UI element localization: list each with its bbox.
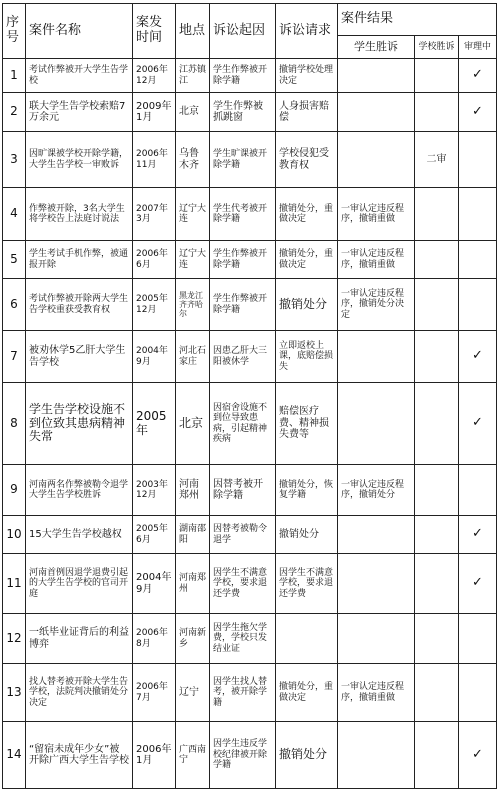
row-time: 2006年12月 [133, 59, 176, 93]
table-row [3, 722, 497, 789]
row-in-trial [459, 279, 497, 331]
row-case-name: 一纸毕业证背后的利益博弈 [26, 614, 133, 664]
row-school-win [415, 59, 459, 93]
row-time: 2009年1月 [133, 93, 176, 132]
table-row [3, 59, 497, 93]
table-row [3, 383, 497, 465]
row-place: 江苏镇江 [176, 59, 210, 93]
row-school-win [415, 383, 459, 465]
row-time: 2007年3月 [133, 188, 176, 241]
header-in-trial: 审理中 [459, 36, 497, 59]
row-claim: 撤销处分，恢复学籍 [276, 465, 338, 516]
row-cause: 因替考被开除学籍 [210, 465, 276, 516]
row-place: 辽宁大连 [176, 188, 210, 241]
row-student-win [338, 59, 415, 93]
table-row [3, 465, 497, 516]
row-case-name: “留宿未成年少女”被开除广西大学生告学校 [26, 722, 133, 789]
row-no: 1 [3, 59, 26, 93]
row-school-win [415, 614, 459, 664]
row-case-name: 考试作弊被开除两大学生告学校重获受教育权 [26, 279, 133, 331]
row-case-name: 15大学生告学校越权 [26, 516, 133, 554]
table-row [3, 93, 497, 132]
row-case-name: 被劝休学5乙肝大学生告学校 [26, 331, 133, 383]
row-cause: 因宿舍设施不到位导致患病，引起精神疾病 [210, 383, 276, 465]
header-case-name: 案件名称 [26, 4, 133, 59]
row-claim: 人身损害赔偿 [276, 93, 338, 132]
row-in-trial: ✓ [459, 516, 497, 554]
row-place: 湖南邵阳 [176, 516, 210, 554]
row-time: 2004年9月 [133, 331, 176, 383]
row-time: 2005年6月 [133, 516, 176, 554]
row-cause: 学生作弊被开除学籍 [210, 241, 276, 279]
row-no: 14 [3, 722, 26, 789]
row-cause: 因学生拖欠学费，学校只发结业证 [210, 614, 276, 664]
row-time: 2005年12月 [133, 279, 176, 331]
row-student-win [338, 614, 415, 664]
row-cause: 因患乙肝大三阳被休学 [210, 331, 276, 383]
row-time: 2003年12月 [133, 465, 176, 516]
row-in-trial [459, 465, 497, 516]
row-claim: 学校侵犯受教育权 [276, 132, 338, 188]
header-cause: 诉讼起因 [210, 4, 276, 59]
row-school-win [415, 516, 459, 554]
row-no: 2 [3, 93, 26, 132]
row-in-trial: ✓ [459, 383, 497, 465]
table-row [3, 188, 497, 241]
row-cause: 学生作弊被开除学籍 [210, 59, 276, 93]
row-school-win [415, 279, 459, 331]
row-time: 2006年7月 [133, 664, 176, 722]
row-claim: 撤销处分 [276, 516, 338, 554]
row-claim [276, 614, 338, 664]
row-place: 广西南宁 [176, 722, 210, 789]
row-place: 河北石家庄 [176, 331, 210, 383]
row-place: 辽宁 [176, 664, 210, 722]
row-in-trial [459, 241, 497, 279]
row-no: 7 [3, 331, 26, 383]
row-time: 2004年9月 [133, 554, 176, 614]
row-in-trial [459, 614, 497, 664]
row-case-name: 因旷课被学校开除学籍，大学生告学校一审败诉 [26, 132, 133, 188]
row-time: 2006年8月 [133, 614, 176, 664]
row-case-name: 学生考试手机作弊，被通报开除 [26, 241, 133, 279]
row-in-trial: ✓ [459, 554, 497, 614]
row-case-name: 河南两名作弊被勒令退学大学生告学校胜诉 [26, 465, 133, 516]
row-no: 12 [3, 614, 26, 664]
row-in-trial: ✓ [459, 722, 497, 789]
header-no: 序号 [3, 4, 26, 59]
table-row [3, 241, 497, 279]
row-in-trial [459, 132, 497, 188]
row-case-name: 河南首例因退学退费引起的大学生告学校的官司开庭 [26, 554, 133, 614]
row-place: 北京 [176, 383, 210, 465]
row-no: 13 [3, 664, 26, 722]
row-claim: 撤销处分 [276, 279, 338, 331]
row-claim: 撤销处分，重做决定 [276, 188, 338, 241]
row-no: 10 [3, 516, 26, 554]
row-student-win [338, 722, 415, 789]
table-row [3, 331, 497, 383]
row-no: 3 [3, 132, 26, 188]
row-no: 8 [3, 383, 26, 465]
table-row [3, 516, 497, 554]
row-case-name: 联大学生告学校索赔7万余元 [26, 93, 133, 132]
row-student-win: 一审认定违反程序，撤销处分 [338, 465, 415, 516]
row-student-win: 一审认定违反程序，撤销重做 [338, 664, 415, 722]
row-time: 2006年1月 [133, 722, 176, 789]
row-cause: 学生旷课被开除学籍 [210, 132, 276, 188]
row-place: 乌鲁木齐 [176, 132, 210, 188]
row-claim: 撤销学校处理决定 [276, 59, 338, 93]
row-student-win [338, 554, 415, 614]
row-cause: 学生作弊被开除学籍 [210, 279, 276, 331]
header-school-win: 学校胜诉 [415, 36, 459, 59]
row-place: 河南郑州 [176, 465, 210, 516]
row-time: 2006年6月 [133, 241, 176, 279]
row-school-win [415, 465, 459, 516]
row-in-trial: ✓ [459, 331, 497, 383]
row-in-trial: ✓ [459, 93, 497, 132]
row-place: 黑龙江齐齐哈尔 [176, 279, 210, 331]
row-student-win: 一审认定违反程序，撤销重做 [338, 188, 415, 241]
header-place: 地点 [176, 4, 210, 59]
row-school-win: 二审 [415, 132, 459, 188]
row-school-win [415, 241, 459, 279]
row-cause: 学生作弊被抓跳窗 [210, 93, 276, 132]
table-row [3, 614, 497, 664]
row-cause: 因学生不满意学校，要求退还学费 [210, 554, 276, 614]
row-place: 河南郑州 [176, 554, 210, 614]
row-time: 2006年11月 [133, 132, 176, 188]
row-in-trial [459, 664, 497, 722]
row-school-win [415, 554, 459, 614]
row-case-name: 作弊被开除，3名大学生将学校告上法庭讨说法 [26, 188, 133, 241]
row-claim: 因学生不满意学校，要求退还学费 [276, 554, 338, 614]
header-result: 案件结果 [338, 4, 497, 36]
table-row [3, 132, 497, 188]
header-claim: 诉讼请求 [276, 4, 338, 59]
row-no: 6 [3, 279, 26, 331]
row-place: 辽宁大连 [176, 241, 210, 279]
row-student-win [338, 331, 415, 383]
row-student-win [338, 516, 415, 554]
row-student-win: 一审认定违反程序，撤销处分决定 [338, 279, 415, 331]
row-cause: 学生代考被开除学籍 [210, 188, 276, 241]
row-student-win: 一审认定违反程序，撤销重做 [338, 241, 415, 279]
case-table [2, 3, 497, 789]
row-case-name: 考试作弊被开大学生告学校 [26, 59, 133, 93]
row-claim: 撤销处分，重做决定 [276, 241, 338, 279]
row-school-win [415, 331, 459, 383]
table-row [3, 279, 497, 331]
row-school-win [415, 664, 459, 722]
row-school-win [415, 188, 459, 241]
table-row [3, 554, 497, 614]
row-cause: 因学生违反学校纪律被开除学籍 [210, 722, 276, 789]
table-row [3, 664, 497, 722]
row-claim: 撤销处分 [276, 722, 338, 789]
row-claim: 撤销处分，重做决定 [276, 664, 338, 722]
row-in-trial [459, 188, 497, 241]
row-no: 9 [3, 465, 26, 516]
row-cause: 因学生找人替考，被开除学籍 [210, 664, 276, 722]
header-student-win: 学生胜诉 [338, 36, 415, 59]
row-school-win [415, 93, 459, 132]
row-place: 北京 [176, 93, 210, 132]
row-claim: 立即返校上课，底赔偿损失 [276, 331, 338, 383]
row-no: 11 [3, 554, 26, 614]
row-student-win [338, 383, 415, 465]
row-place: 河南新乡 [176, 614, 210, 664]
row-student-win [338, 132, 415, 188]
row-school-win [415, 722, 459, 789]
row-in-trial: ✓ [459, 59, 497, 93]
header-time: 案发时间 [133, 4, 176, 59]
row-claim: 赔偿医疗费、精神损失费等 [276, 383, 338, 465]
row-case-name: 找人替考被开除大学生告学校，法院判决撤销处分决定 [26, 664, 133, 722]
row-case-name: 学生告学校设施不到位致其患病精神失常 [26, 383, 133, 465]
row-time: 2005年 [133, 383, 176, 465]
row-no: 4 [3, 188, 26, 241]
row-student-win [338, 93, 415, 132]
row-cause: 因替考被勒令退学 [210, 516, 276, 554]
row-no: 5 [3, 241, 26, 279]
